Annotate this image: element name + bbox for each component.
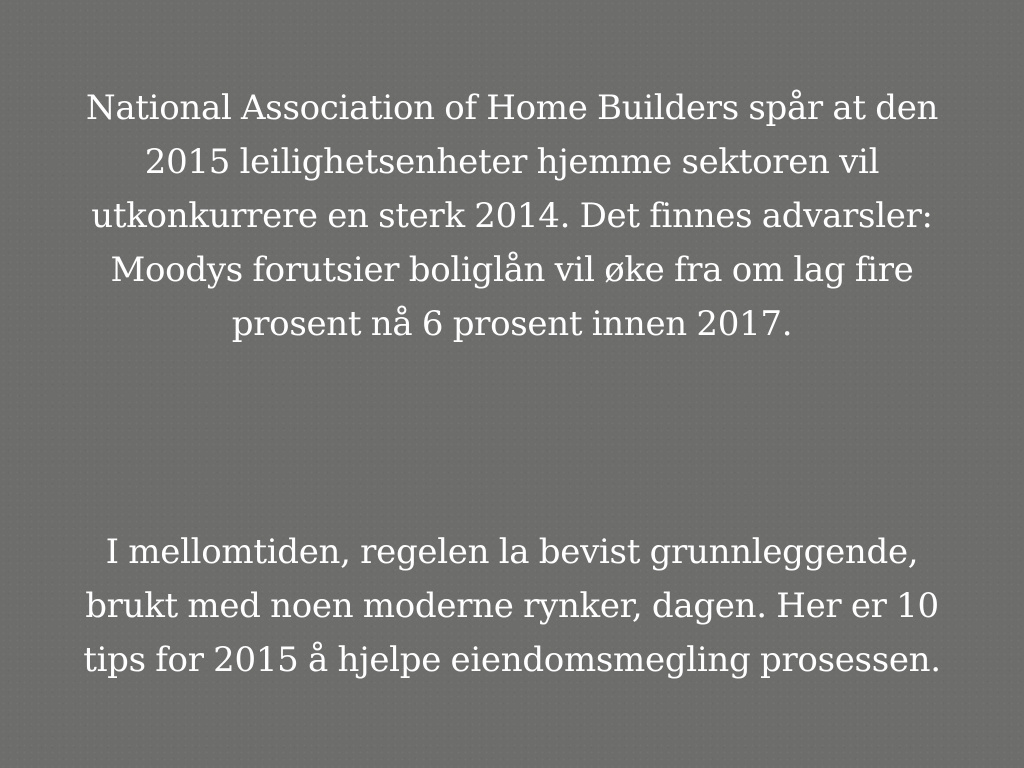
paragraph-tips-intro [0, 525, 1024, 687]
text-line: 2015 leilighetsenheter hjemme sektoren vil [144, 142, 880, 182]
text-line: prosent nå 6 prosent innen 2017. [231, 304, 793, 344]
text-line: Moodys forutsier boliglån vil øke fra om lag fire [110, 250, 914, 290]
text-line: tips for 2015 å hjelpe eiendomsmegling prosessen. [83, 640, 941, 680]
text-line: utkonkurrere en sterk 2014. Det finnes advarsler: [91, 196, 933, 236]
text-line: National Association of Home Builders spår at den [85, 88, 939, 128]
text-line: I mellomtiden, regelen la bevist grunnleggende, [105, 532, 919, 572]
text-line: brukt med noen moderne rynker, dagen. Her er 10 [85, 586, 939, 626]
paragraph-housing-forecast [0, 81, 1024, 351]
